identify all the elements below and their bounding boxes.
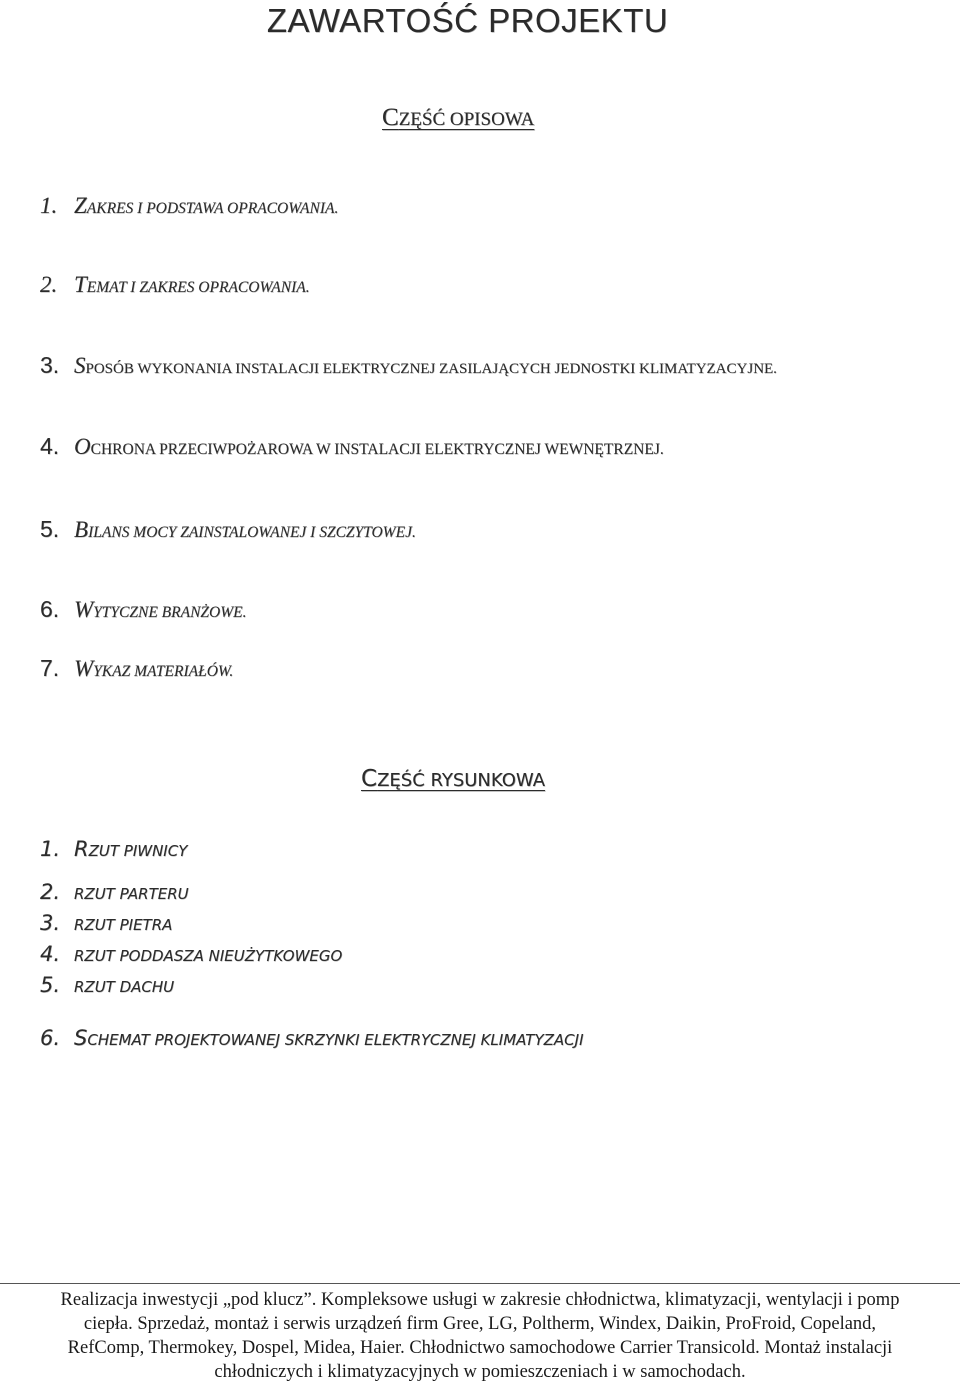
toc-item-label: CHRONA PRZECIWPOŻAROWA W INSTALACJI ELEKTRYCZNEJ WEWNĘTRZNEJ. bbox=[90, 441, 664, 458]
drawing-item-label: RZUT DACHU bbox=[74, 978, 175, 996]
toc-item-cap: B bbox=[74, 517, 89, 542]
toc-item bbox=[40, 655, 233, 682]
toc-item-cap: W bbox=[74, 656, 94, 681]
toc-item-number: 3. bbox=[40, 352, 60, 378]
footer-divider bbox=[0, 1283, 960, 1284]
footer-line: RefComp, Thermokey, Dospel, Midea, Haier. Chłodnictwo samochodowe Carrier Transicold. Montaż instalacji bbox=[67, 1338, 893, 1358]
footer bbox=[0, 1288, 960, 1384]
drawing-item-cap: S bbox=[74, 1026, 88, 1050]
toc-item bbox=[40, 433, 664, 460]
toc-item-number: 1. bbox=[40, 193, 58, 218]
section-heading-cap: C bbox=[361, 766, 378, 792]
toc-item bbox=[40, 272, 310, 298]
toc-item bbox=[40, 516, 416, 543]
toc-item-cap: Z bbox=[74, 193, 87, 218]
drawing-item bbox=[40, 942, 342, 966]
toc-item-number: 2. bbox=[40, 272, 58, 297]
toc-item-number: 5. bbox=[40, 516, 60, 542]
footer-line: chłodniczych i klimatyzacyjnych w pomieszczeniach i w samochodach. bbox=[214, 1362, 746, 1382]
drawing-item-label: CHEMAT PROJEKTOWANEJ SKRZYNKI ELEKTRYCZNEJ KLIMATYZACJI bbox=[87, 1031, 584, 1049]
toc-item-label: YKAZ MATERIAŁÓW. bbox=[93, 663, 234, 680]
drawing-item bbox=[40, 973, 174, 997]
toc-item-label: YTYCZNE BRANŻOWE. bbox=[93, 604, 247, 621]
drawing-item-number: 3. bbox=[40, 911, 61, 935]
footer-line: ciepła. Sprzedaż, montaż i serwis urządzeń firm Gree, LG, Poltherm, Windex, Daikin, ProFroid, Copeland, bbox=[83, 1314, 877, 1334]
toc-item-label: AKRES I PODSTAWA OPRACOWANIA. bbox=[86, 200, 339, 217]
toc-item-cap: T bbox=[74, 272, 87, 297]
toc-item-label: POSÓB WYKONANIA INSTALACJI ELEKTRYCZNEJ ZASILAJĄCYCH JEDNOSTKI KLIMATYZACYJNE. bbox=[85, 361, 777, 377]
drawing-item-label: RZUT PARTERU bbox=[74, 885, 189, 903]
drawing-item-number: 4. bbox=[40, 942, 61, 966]
toc-item-label: ILANS MOCY ZAINSTALOWANEJ I SZCZYTOWEJ. bbox=[88, 524, 416, 541]
drawing-item-label: RZUT PODDASZA NIEUŻYTKOWEGO bbox=[74, 947, 343, 965]
drawing-item-label: RZUT PIETRA bbox=[74, 916, 173, 934]
drawing-item bbox=[40, 1026, 584, 1050]
toc-item bbox=[40, 352, 777, 379]
section-heading-drawings bbox=[361, 766, 545, 792]
toc-item-cap: W bbox=[74, 597, 94, 622]
toc-item-number: 6. bbox=[40, 596, 60, 622]
toc-item-label: EMAT I ZAKRES OPRACOWANIA. bbox=[86, 279, 310, 296]
document-title: ZAWARTOŚĆ PROJEKTU bbox=[266, 2, 669, 39]
drawing-item-number: 6. bbox=[40, 1026, 61, 1050]
drawing-item-number: 5. bbox=[40, 973, 61, 997]
section-heading-rest: ZĘŚĆ RYSUNKOWA bbox=[377, 770, 546, 791]
toc-item bbox=[40, 193, 338, 219]
drawing-item bbox=[40, 880, 189, 904]
drawing-item-number: 2. bbox=[40, 880, 61, 904]
drawing-item-label: ZUT PIWNICY bbox=[88, 842, 188, 860]
toc-item-cap: O bbox=[74, 434, 91, 459]
drawing-item bbox=[40, 911, 172, 935]
drawing-item-cap: R bbox=[74, 837, 89, 861]
section-heading-cap: C bbox=[382, 104, 399, 131]
section-heading-descriptive bbox=[382, 104, 534, 132]
section-heading-rest: ZĘŚĆ OPISOWA bbox=[398, 109, 535, 130]
toc-item bbox=[40, 596, 246, 623]
toc-item-number: 4. bbox=[40, 433, 60, 459]
drawing-item-number: 1. bbox=[40, 837, 61, 861]
toc-item-cap: S bbox=[74, 353, 86, 378]
toc-item-number: 7. bbox=[40, 655, 60, 681]
footer-line: Realizacja inwestycji „pod klucz”. Kompleksowe usługi w zakresie chłodnictwa, klimatyzacji, wentylacji i pomp bbox=[60, 1290, 900, 1310]
drawing-item bbox=[40, 837, 187, 861]
